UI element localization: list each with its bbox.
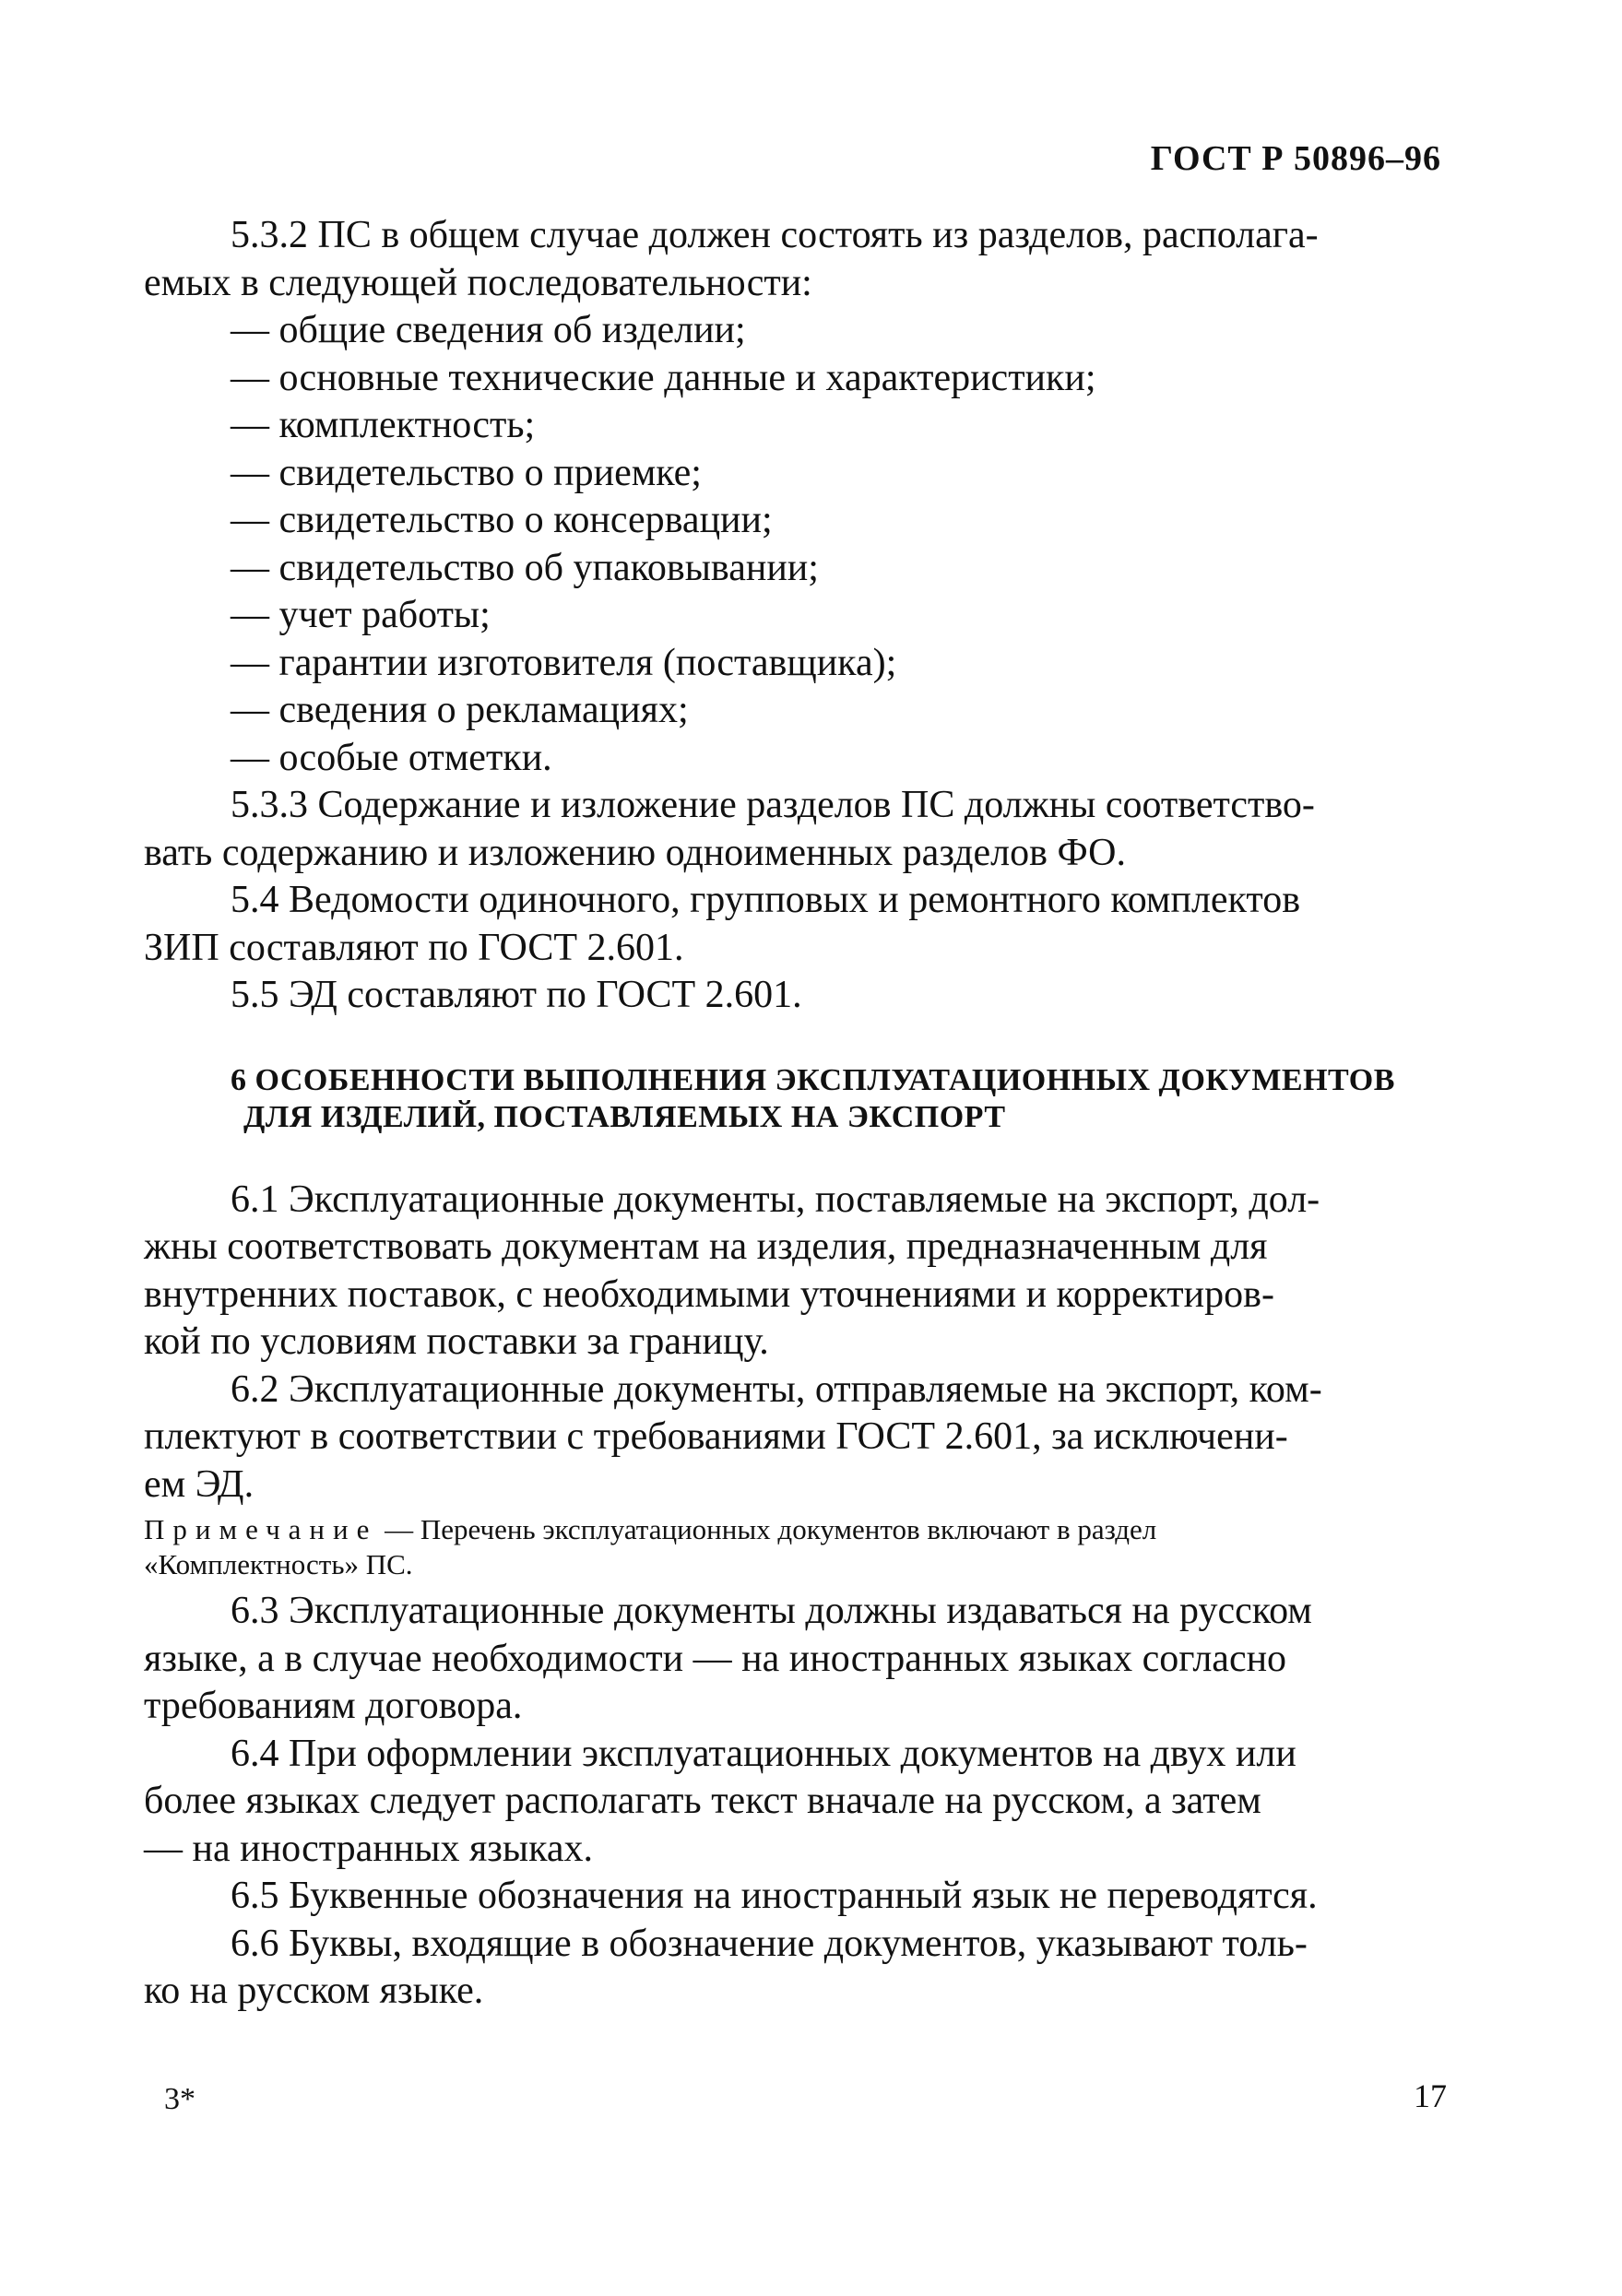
list-item: — основные технические данные и характеристики; [231,356,1096,399]
standard-code-header: ГОСТ Р 50896–96 [1150,139,1441,178]
text-line: 6.2 Эксплуатационные документы, отправляемые на экспорт, ком- [231,1367,1322,1411]
note-text: — Перечень эксплуатационных документов включают в раздел [377,1513,1157,1545]
text-line: ем ЭД. [144,1462,255,1506]
paragraph-6-5 [231,1873,1450,1921]
paragraph-5-3-2 [144,212,1450,782]
paragraph-6-6 [144,1921,1450,2016]
text-line: 5.4 Ведомости одиночного, групповых и ремонтного комплектов [231,879,1301,921]
text-line: 6.1 Эксплуатационные документы, поставляемые на экспорт, дол- [231,1178,1320,1221]
list-item: — особые отметки. [231,736,552,779]
paragraph-5-4 [144,877,1450,972]
paragraph-6-2 [144,1367,1450,1509]
paragraph-6-1 [144,1177,1450,1367]
list-item: — свидетельство об упаковывании; [231,546,819,589]
note-line [144,1512,1450,1547]
list-item: — сведения о рекламациях; [231,689,689,731]
spacer [231,1020,1450,1062]
section-6-title [231,1062,1450,1136]
paragraph-5-3-3 [144,782,1450,877]
text-line: ЗИП составляют по ГОСТ 2.601. [144,926,684,969]
text-line: 6.4 При оформлении эксплуатационных документов на двух или [231,1732,1296,1775]
text-line: 5.3.3 Содержание и изложение разделов ПС должны соответство- [231,784,1315,826]
text-line: требованиям договора. [144,1685,523,1727]
text-line: 6.5 Буквенные обозначения на иностранный язык не переводятся. [231,1875,1318,1917]
paragraph-6-4 [144,1731,1450,1874]
spacer [231,1136,1450,1177]
text-line: более языках следует располагать текст вначале на русском, а затем [144,1780,1261,1822]
text-line: 6.3 Эксплуатационные документы должны издаваться на русском [231,1590,1312,1632]
list-item: — комплектность; [231,404,536,446]
footer-signature-mark: 3* [164,2082,195,2116]
page-number: 17 [1414,2077,1447,2114]
list-item: — учет работы; [231,594,491,636]
section-title-line: 6 ОСОБЕННОСТИ ВЫПОЛНЕНИЯ ЭКСПЛУАТАЦИОННЫХ ДОКУМЕНТОВ [231,1062,1395,1097]
document-body [144,212,1450,2016]
text-line: 5.3.2 ПС в общем случае должен состоять из разделов, располага- [231,214,1319,256]
paragraph-5-5 [231,972,1450,1020]
text-line: 6.6 Буквы, входящие в обозначение документов, указывают толь- [231,1922,1308,1965]
text-line: жны соответствовать документам на изделия, предназначенным для [144,1225,1268,1268]
list-item: — свидетельство о консервации; [231,499,773,541]
list-item: — гарантии изготовителя (поставщика); [231,641,897,684]
text-line: — на иностранных языках. [144,1827,593,1870]
section-title-line: ДЛЯ ИЗДЕЛИЙ, ПОСТАВЛЯЕМЫХ НА ЭКСПОРТ [243,1099,1006,1134]
text-line: языке, а в случае необходимости — на иностранных языках согласно [144,1637,1287,1680]
note-line: «Комплектность» ПС. [144,1548,413,1580]
text-line: ко на русском языке. [144,1970,484,2012]
note-block [144,1512,1450,1582]
text-line: внутренних поставок, с необходимыми уточнениями и корректиров- [144,1272,1274,1316]
text-line: емых в следующей последовательности: [144,261,812,304]
list-item: — общие сведения об изделии; [231,309,746,351]
text-line: кой по условиям поставки за границу. [144,1320,769,1363]
list-item: — свидетельство о приемке; [231,451,702,494]
paragraph-6-3 [144,1588,1450,1731]
text-line: 5.5 ЭД составляют по ГОСТ 2.601. [231,974,802,1016]
text-line: плектуют в соответствии с требованиями ГОСТ 2.601, за исключени- [144,1415,1288,1458]
note-label: Примечание [144,1513,378,1545]
text-line: вать содержанию и изложению одноименных разделов ФО. [144,831,1126,874]
